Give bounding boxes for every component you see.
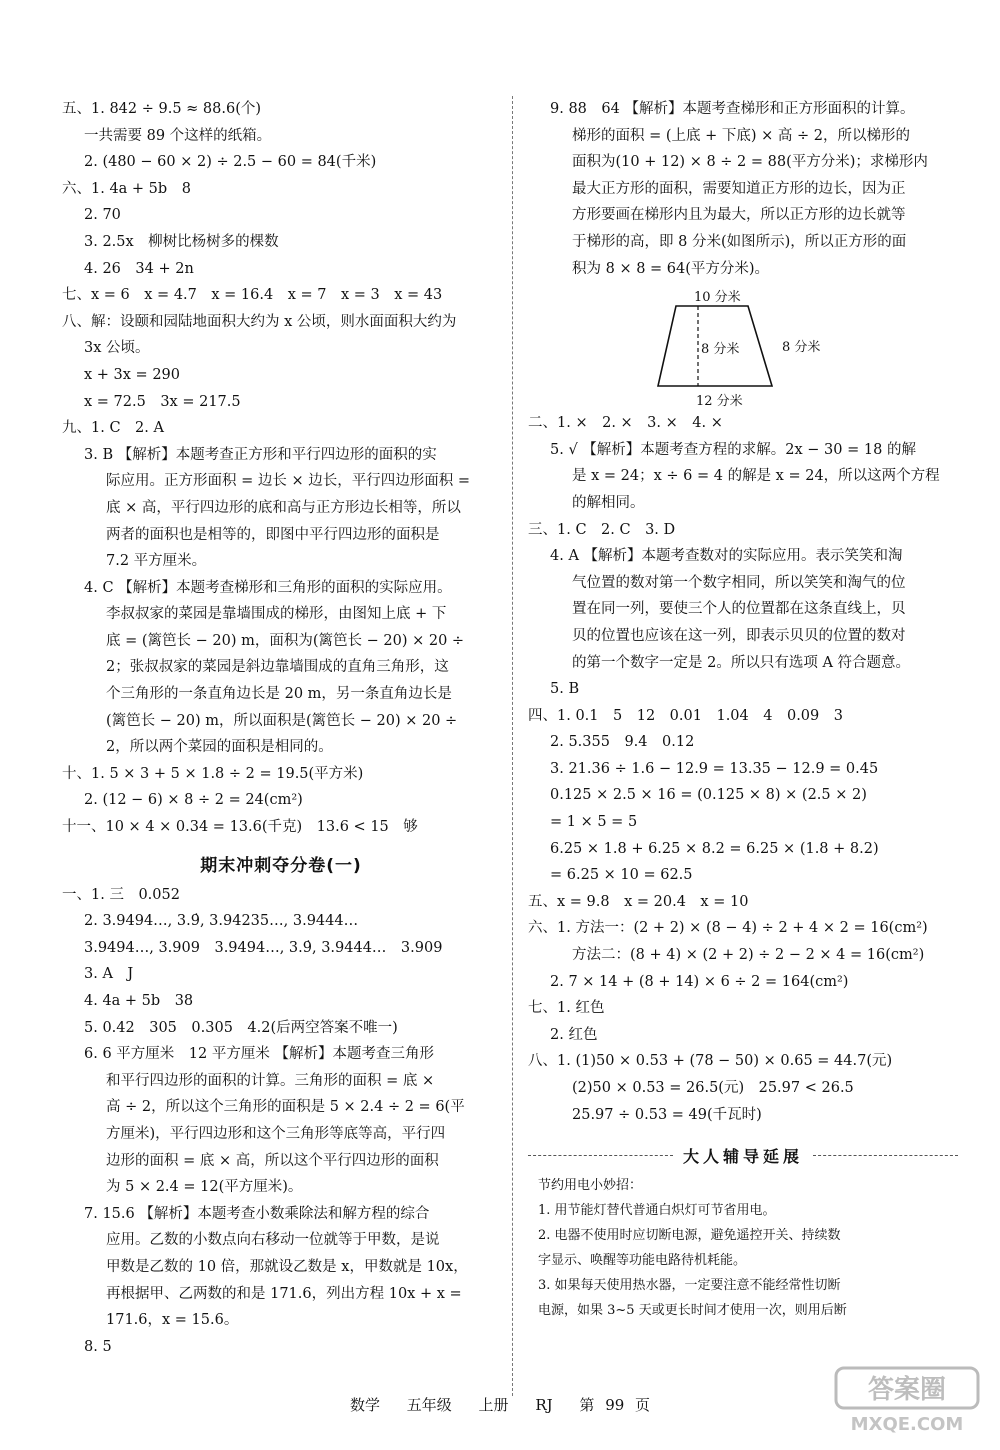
answer-line: 3x 公顷。 <box>84 340 150 357</box>
answer-line: 最大正方形的面积，需要知道正方形的边长，因为正 <box>572 180 906 197</box>
answer-line: 七、x = 6 x = 4.7 x = 16.4 x = 7 x = 3 x = 43 <box>62 287 443 304</box>
tips-list <box>528 1173 958 1323</box>
answer-line: 和平行四边形的面积的计算。三角形的面积 = 底 × <box>106 1072 435 1089</box>
answer-line: 六、1. 4a + 5b 8 <box>62 180 191 197</box>
trapezoid-figure <box>528 286 958 408</box>
answer-line: 底 × 高，平行四边形的底和高与正方形边长相等，所以 <box>106 499 461 516</box>
answer-line: = 1 × 5 = 5 <box>550 814 638 831</box>
answer-line: 两者的面积也是相等的，即图中平行四边形的面积是 <box>106 526 440 543</box>
footer-edition: RJ <box>535 1396 553 1414</box>
svg-text:MXQE.COM: MXQE.COM <box>850 1414 964 1435</box>
svg-text:答案圈: 答案圈 <box>867 1375 947 1405</box>
answer-line: 个三角形的一条直角边长是 20 m，另一条直角边长是 <box>106 686 452 703</box>
answer-line: 十、1. 5 × 3 + 5 × 1.8 ÷ 2 = 19.5(平方米) <box>62 765 364 782</box>
answer-line: 高 ÷ 2，所以这个三角形的面积是 5 × 2.4 ÷ 2 = 6(平 <box>106 1099 465 1116</box>
answer-line: 五、1. 842 ÷ 9.5 ≈ 88.6(个) <box>62 101 262 117</box>
answer-line: 六、1. 方法一：(2 + 2) × (8 − 4) ÷ 2 + 4 × 2 = 16(cm²) <box>528 920 928 937</box>
footer-subject: 数学 <box>349 1396 380 1414</box>
answer-line: 积为 8 × 8 = 64(平方分米)。 <box>572 260 770 277</box>
answer-line: 9. 88 64 【解析】本题考查梯形和正方形面积的计算。 <box>550 101 915 117</box>
answer-line: 的第一个数字一定是 2。所以只有选项 A 符合题意。 <box>572 654 911 671</box>
answer-line: 甲数是乙数的 10 倍，那就设乙数是 x，甲数就是 10x， <box>106 1258 468 1275</box>
column-divider <box>512 96 513 1396</box>
answer-line: 十一、10 × 4 × 0.34 = 13.6(千克) 13.6 < 15 够 <box>62 819 418 836</box>
answer-line: 是 x = 24；x ÷ 6 = 4 的解是 x = 24，所以这两个方程 <box>572 468 940 485</box>
answer-line: 面积为(10 + 12) × 8 ÷ 2 = 88(平方分米)；求梯形内 <box>572 154 928 171</box>
right-column <box>528 96 958 1323</box>
answer-line: 171.6，x = 15.6。 <box>106 1312 239 1329</box>
answer-line: 7.2 平方厘米。 <box>106 553 207 570</box>
answer-line: 再根据甲、乙两数的和是 171.6，列出方程 10x + x = <box>106 1285 462 1302</box>
answer-line: 6. 6 平方厘米 12 平方厘米 【解析】本题考查三角形 <box>84 1046 434 1063</box>
tip-line: 节约用电小妙招： <box>538 1178 643 1194</box>
answer-line: 7. 15.6 【解析】本题考查小数乘除法和解方程的综合 <box>84 1205 430 1222</box>
answer-line: 四、1. 0.1 5 12 0.01 1.04 4 0.09 3 <box>528 707 843 724</box>
answer-line: 4. A 【解析】本题考查数对的实际应用。表示笑笑和淘 <box>550 548 903 565</box>
answer-line: 5. 0.42 305 0.305 4.2(后两空答案不唯一) <box>84 1019 398 1036</box>
tip-line: 1. 用节能灯替代普通白炽灯可节省用电。 <box>538 1203 776 1219</box>
answer-line: 2. (12 − 6) × 8 ÷ 2 = 24(cm²) <box>84 792 303 809</box>
left-column <box>62 96 500 1360</box>
figure-inner-label: 8 分米 <box>701 342 740 358</box>
answer-line: 25.97 ÷ 0.53 = 49(千瓦时) <box>572 1106 762 1123</box>
tips-title: 大人辅导延展 <box>683 1147 804 1167</box>
answer-line: 边形的面积 = 底 × 高，所以这个平行四边形的面积 <box>106 1152 439 1169</box>
answer-line: 4. 26 34 + 2n <box>84 260 194 277</box>
answer-line: 0.125 × 2.5 × 16 = (0.125 × 8) × (2.5 × 2) <box>550 787 867 804</box>
answer-line: 于梯形的高，即 8 分米(如图所示)，所以正方形的面 <box>572 233 907 250</box>
answer-line: 3.9494…, 3.909 3.9494…, 3.9̇, 3.9444… 3.909 <box>84 939 443 956</box>
answer-line: 为 5 × 2.4 = 12(平方厘米)。 <box>106 1179 303 1196</box>
answers-block-continued <box>528 96 958 282</box>
answer-line: 2. 5.355 9.4 0.12 <box>550 734 695 751</box>
answer-line: 4. C 【解析】本题考查梯形和三角形的面积的实际应用。 <box>84 579 452 596</box>
answer-line: 2. 7 × 14 + (8 + 14) × 6 ÷ 2 = 164(cm²) <box>550 973 849 990</box>
answers-block-previous <box>62 96 500 841</box>
answer-line: 二、1. × 2. × 3. × 4. × <box>528 415 723 432</box>
answer-line: x + 3x = 290 <box>84 366 180 383</box>
answer-line: 方形要画在梯形内且为最大，所以正方形的边长就等 <box>572 207 906 224</box>
answer-line: 2. 70 <box>84 207 121 224</box>
tip-line: 字显示、唤醒等功能电路待机耗能。 <box>538 1253 747 1269</box>
answer-line: 五、x = 9.8 x = 20.4 x = 10 <box>528 893 749 910</box>
answer-line: 2. (480 − 60 × 2) ÷ 2.5 − 60 = 84(千米) <box>84 154 377 171</box>
answer-line: 贝的位置也应该在这一列，即表示贝贝的位置的数对 <box>572 627 906 644</box>
answer-line: 6.25 × 1.8 + 6.25 × 8.2 = 6.25 × (1.8 + 8.2) <box>550 840 879 857</box>
answer-line: 八、解：设颐和园陆地面积大约为 x 公顷，则水面面积大约为 <box>62 313 457 330</box>
footer-page-number: 第 99 页 <box>579 1396 651 1414</box>
answer-line: 2；张叔叔家的菜园是斜边靠墙围成的直角三角形，这 <box>106 659 449 676</box>
answer-line: 3. B 【解析】本题考查正方形和平行四边形的面积的实 <box>84 446 437 463</box>
tip-line: 电源，如果 3~5 天或更长时间才使用一次，则用后断 <box>538 1303 847 1319</box>
figure-right-label: 8 分米 <box>782 340 821 356</box>
answer-line: 2. 3.9494…, 3.9̇, 3.94235…, 3.9444… <box>84 913 359 930</box>
answers-block-right <box>528 410 958 1128</box>
answer-line: 8. 5 <box>84 1338 112 1355</box>
answer-line: 李叔叔家的菜园是靠墙围成的梯形，由图知上底 + 下 <box>106 606 447 623</box>
answer-line: x = 72.5 3x = 217.5 <box>84 393 241 410</box>
answer-line: 5. √ 【解析】本题考查方程的求解。2x − 30 = 18 的解 <box>550 441 916 458</box>
watermark-logo <box>832 1364 982 1436</box>
answer-line: 2. 红色 <box>550 1026 598 1043</box>
figure-bottom-label: 12 分米 <box>696 394 743 410</box>
answer-line: 一、1. 三 0.052 <box>62 886 180 903</box>
answer-line: 际应用。正方形面积 = 边长 × 边长，平行四边形面积 = <box>106 473 470 490</box>
tips-header <box>528 1144 958 1167</box>
answers-block-final-exam <box>62 882 500 1361</box>
answer-line: 5. B <box>550 681 580 698</box>
answer-line: 应用。乙数的小数点向右移动一位就等于甲数，是说 <box>106 1232 440 1249</box>
answer-line: 3. 2.5x 柳树比杨树多的棵数 <box>84 233 279 250</box>
answer-line: 3. A J <box>84 966 134 983</box>
answer-line: 七、1. 红色 <box>528 1000 605 1017</box>
answer-line: 底 = (篱笆长 − 20) m，面积为(篱笆长 − 20) × 20 ÷ <box>106 632 465 649</box>
answer-line: 一共需要 89 个这样的纸箱。 <box>84 127 272 144</box>
answer-line: (篱笆长 − 20) m，所以面积是(篱笆长 − 20) × 20 ÷ <box>106 712 458 729</box>
answer-line: 梯形的面积 = (上底 + 下底) × 高 ÷ 2，所以梯形的 <box>572 127 911 144</box>
answer-line: 2，所以两个菜园的面积是相同的。 <box>106 739 333 756</box>
answer-line: 的解相同。 <box>572 494 645 511</box>
answer-line: 方厘米)，平行四边形和这个三角形等底等高，平行四 <box>106 1125 446 1142</box>
answer-line: 三、1. C 2. C 3. D <box>528 521 676 538</box>
footer-volume: 上册 <box>478 1396 509 1414</box>
answer-line: (2)50 × 0.53 = 26.5(元) 25.97 < 26.5 <box>572 1080 854 1096</box>
section-title: 期末冲刺夺分卷(一) <box>200 855 362 876</box>
answer-line: 4. 4a + 5b 38 <box>84 993 194 1009</box>
answer-line: = 6.25 × 10 = 62.5 <box>550 867 693 884</box>
tip-line: 3. 如果每天使用热水器，一定要注意不能经常性切断 <box>538 1278 841 1294</box>
answer-line: 气位置的数对第一个数字相同，所以笑笑和淘气的位 <box>572 574 906 591</box>
answer-line: 3. 21.36 ÷ 1.6 − 12.9 = 13.35 − 12.9 = 0.45 <box>550 760 879 777</box>
answer-line: 八、1. (1)50 × 0.53 + (78 − 50) × 0.65 = 44.7(元) <box>528 1053 893 1070</box>
answer-line: 置在同一列，要使三个人的位置都在这条直线上，贝 <box>572 601 906 618</box>
answer-line: 九、1. C 2. A <box>62 420 164 437</box>
figure-top-label: 10 分米 <box>694 290 741 306</box>
tip-line: 2. 电器不使用时应切断电源，避免遥控开关、持续数 <box>538 1228 841 1244</box>
footer-grade: 五年级 <box>406 1396 452 1414</box>
answer-line: 方法二：(8 + 4) × (2 + 2) ÷ 2 − 2 × 4 = 16(cm²) <box>572 947 925 964</box>
